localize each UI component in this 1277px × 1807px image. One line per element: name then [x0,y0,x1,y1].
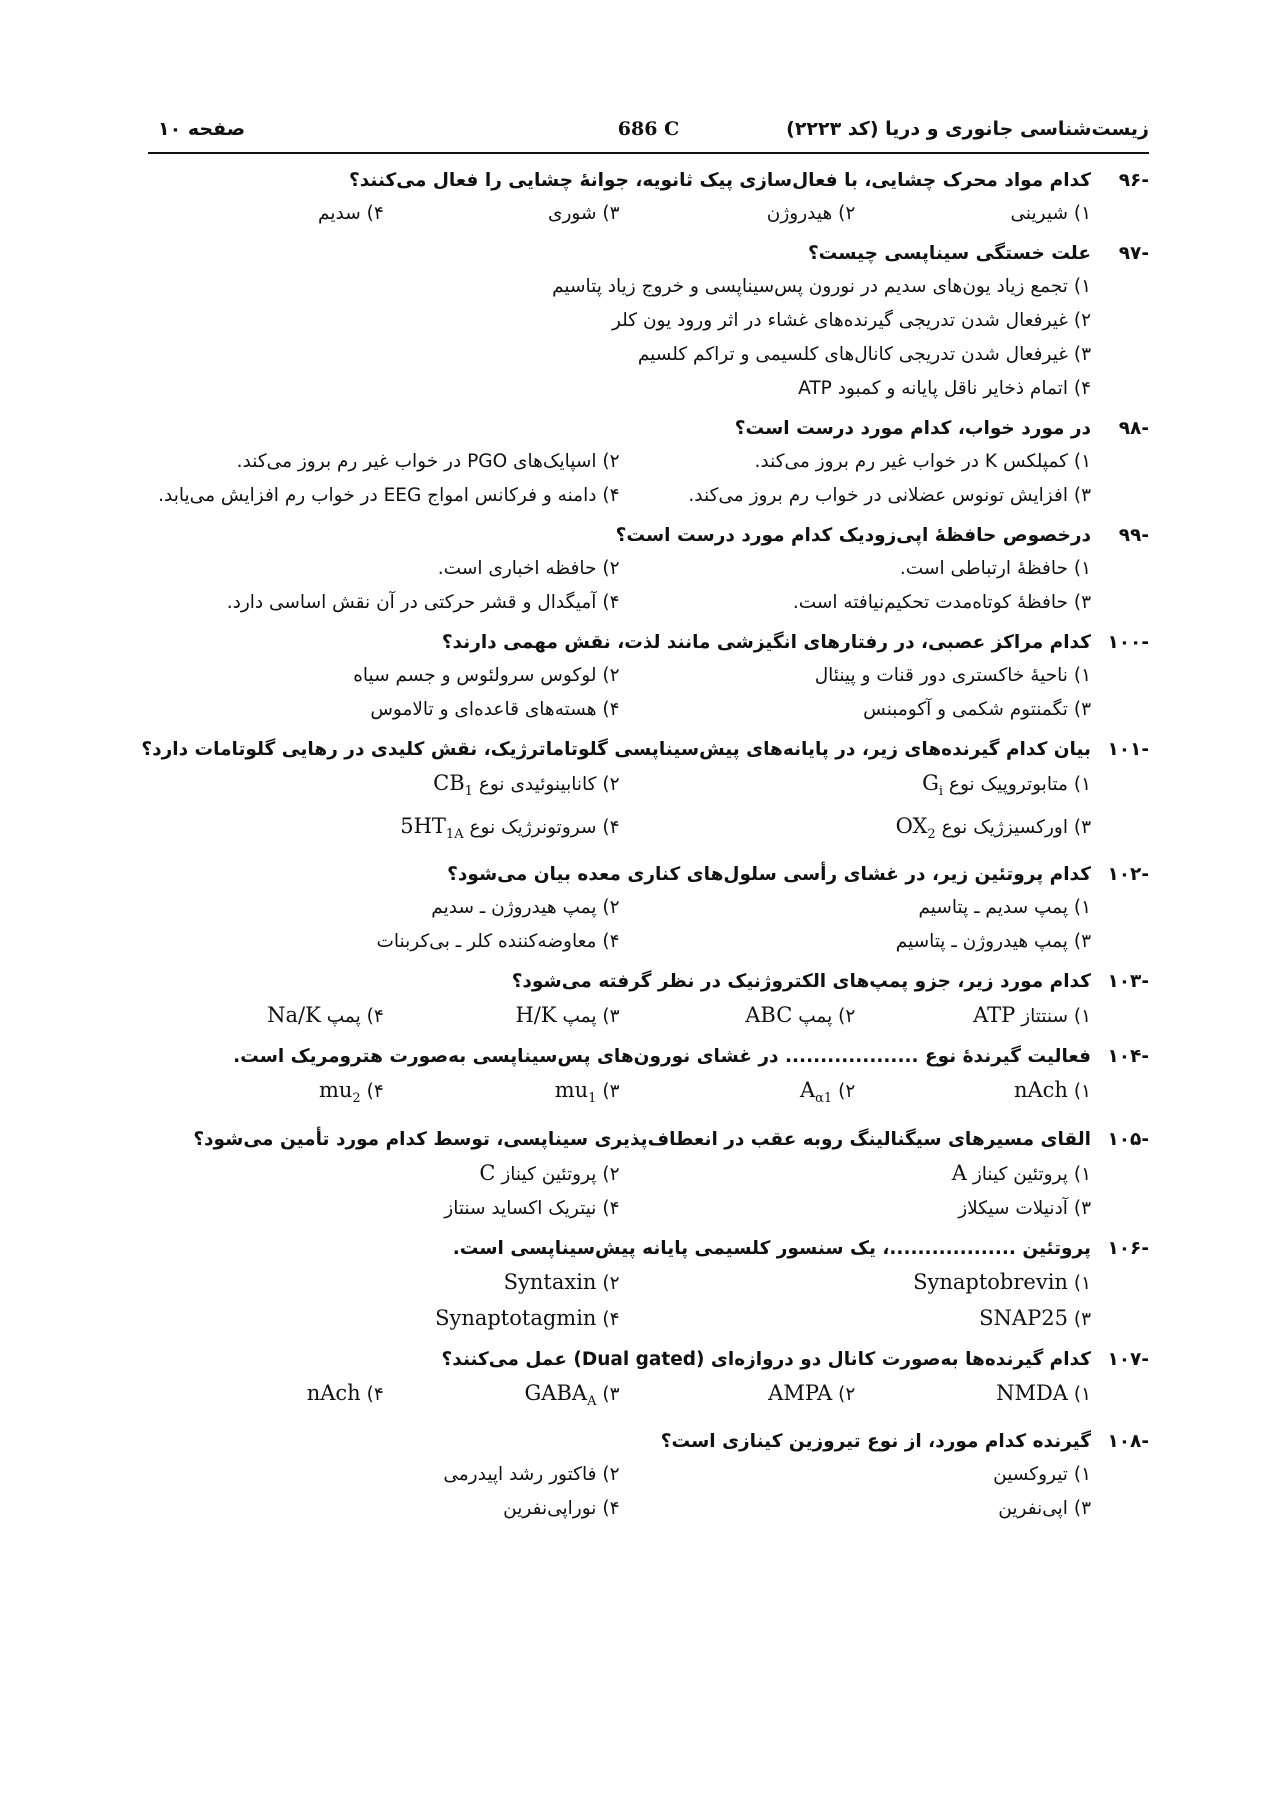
question-number: -۱۰۸ [1107,1430,1149,1452]
question-106 [148,1232,1149,1337]
question-104 [148,1040,1149,1116]
option-2[interactable]: ۲) $A_{\alpha 1}$ [799,1078,856,1107]
question-103 [148,965,1149,1034]
question-98 [148,412,1149,513]
option-4[interactable]: ۴) پمپ Na/K [267,1003,384,1028]
option-2[interactable]: ۲) حافظه اخباری است. [437,558,620,579]
question-number: -۱۰۰ [1107,632,1149,653]
option-4[interactable]: ۴) nAch [306,1380,384,1405]
question-107 [148,1343,1149,1419]
option-2[interactable]: ۲) پمپ هیدروژن ـ سدیم [431,897,620,919]
question-text: کدام گیرنده‌ها به‌صورت کانال دو دروازه‌ای (Dual gated) عمل می‌کنند؟ [441,1348,1091,1370]
question-text: بیان کدام گیرنده‌های زیر، در پایانه‌های پیش‌سیناپسی گلوتاماترژیک، نقش کلیدی در رهایی گلوتامات دارد؟ [141,739,1091,760]
question-105 [148,1123,1149,1226]
option-3[interactable]: ۳) آدنیلات سیکلاز [958,1197,1091,1219]
option-2[interactable]: ۲) Syntaxin [503,1269,620,1294]
question-97 [148,237,1149,406]
option-4[interactable]: ۴) نیتریک اکساید سنتاز [444,1197,620,1219]
question-108 [148,1425,1149,1526]
exam-title: زیست‌شناسی جانوری و دریا (کد ۲۲۲۳) [786,118,1149,140]
option-3[interactable]: ۳) اپی‌نفرین [998,1497,1091,1519]
question-101 [141,733,1149,852]
option-3[interactable]: ۳) غیرفعال شدن تدریجی کانال‌های کلسیمی و تراکم کلسیم [637,344,1091,365]
question-text: کدام پروتئین زیر، در غشای رأسی سلول‌های کناری معده بیان می‌شود؟ [447,864,1091,886]
option-3[interactable]: ۳) SNAP25 [979,1305,1091,1330]
option-4[interactable]: ۴) نوراپی‌نفرین [503,1497,620,1519]
question-text: فعالیت گیرندهٔ نوع ................... در غشای نورون‌های پس‌سیناپسی به‌صورت هترومریک است. [233,1046,1091,1068]
question-99 [148,519,1149,620]
option-4[interactable]: ۴) $mu_2$ [318,1078,384,1107]
question-number: -۱۰۵ [1107,1128,1149,1150]
option-1[interactable]: ۱) nAch [1013,1078,1091,1103]
option-4[interactable]: ۴) آمیگدال و قشر حرکتی در آن نقش اساسی دارد. [226,592,620,613]
option-3[interactable]: ۳) $GABA_A$ [524,1380,620,1409]
option-3[interactable]: ۳) افزایش تونوس عضلانی در خواب رم بروز می‌کند. [688,485,1091,506]
option-2[interactable]: ۲) اسپایک‌های PGO در خواب غیر رم بروز می‌کند. [236,451,620,472]
option-3[interactable]: ۳) اورکسیزژیک نوع $OX_2$ [895,814,1091,843]
question-number: -۱۰۷ [1107,1348,1149,1370]
option-2[interactable]: ۲) کانابینوئیدی نوع $CB_1$ [433,771,620,800]
option-4[interactable]: ۴) Synaptotagmin [435,1305,620,1330]
question-100 [148,626,1149,727]
question-number: -۱۰۳ [1107,971,1149,993]
option-1[interactable]: ۱) سنتتاز ATP [973,1003,1091,1028]
question-text: کدام مواد محرک چشایی، با فعال‌سازی پیک ثانویه، جوانهٔ چشایی را فعال می‌کنند؟ [348,170,1091,191]
question-list [141,164,1149,1532]
option-1[interactable]: ۱) تجمع زیاد یون‌های سدیم در نورون پس‌سیناپسی و خروج زیاد پتاسیم [552,276,1091,297]
option-4[interactable]: ۴) سروتونرژیک نوع $5HT_{1A}$ [400,814,620,843]
option-3[interactable]: ۳) $mu_1$ [554,1078,620,1107]
option-1[interactable]: ۱) تیروکسین [993,1463,1091,1485]
booklet-code: 686 C [617,118,680,140]
question-number: -۹۹ [1118,525,1149,546]
question-number: -۹۷ [1118,243,1149,264]
question-number: -۱۰۱ [1107,739,1149,760]
question-text: در مورد خواب، کدام مورد درست است؟ [734,418,1091,439]
question-number: -۱۰۲ [1107,864,1149,886]
question-number: -۹۸ [1118,418,1149,439]
option-4[interactable]: ۴) هسته‌های قاعده‌ای و تالاموس [370,699,620,720]
option-2[interactable]: ۲) لوکوس سرولئوس و جسم سیاه [353,665,620,686]
question-text: گیرنده کدام مورد، از نوع تیروزین کینازی است؟ [660,1430,1091,1452]
option-2[interactable]: ۲) AMPA [768,1380,856,1405]
option-1[interactable]: ۱) NMDA [996,1380,1091,1405]
question-96 [148,164,1149,231]
question-text: کدام مراکز عصبی، در رفتارهای انگیزشی مانند لذت، نقش مهمی دارند؟ [441,632,1091,653]
option-4[interactable]: ۴) اتمام ذخایر ناقل پایانه و کمبود ATP [798,378,1091,399]
question-number: -۱۰۶ [1107,1237,1149,1259]
option-4[interactable]: ۴) سدیم [318,203,384,224]
question-text: القای مسیرهای سیگنالینگ روبه عقب در انعطاف‌پذیری سیناپسی، توسط کدام مورد تأمین می‌شود؟ [193,1128,1091,1150]
option-2[interactable]: ۲) پمپ ABC [745,1003,856,1028]
option-1[interactable]: ۱) پمپ سدیم ـ پتاسیم [918,897,1091,919]
option-2[interactable]: ۲) فاکتور رشد اپیدرمی [443,1463,620,1485]
option-2[interactable]: ۲) پروتئین کیناز C [479,1160,620,1185]
option-1[interactable]: ۱) ناحیهٔ خاکستری دور قنات و پینئال [814,665,1091,686]
option-4[interactable]: ۴) دامنه و فرکانس امواج EEG در خواب رم افزایش می‌یابد. [158,485,620,506]
question-text: درخصوص حافظهٔ اپی‌زودیک کدام مورد درست است؟ [615,525,1091,546]
option-3[interactable]: ۳) پمپ هیدروژن ـ پتاسیم [895,931,1091,953]
question-number: -۹۶ [1118,170,1149,191]
page-header [148,114,1149,154]
question-text: کدام مورد زیر، جزو پمپ‌های الکتروژنیک در نظر گرفته می‌شود؟ [511,971,1091,993]
question-number: -۱۰۴ [1107,1046,1149,1068]
option-3[interactable]: ۳) حافظهٔ کوتاه‌مدت تحکیم‌نیافته است. [792,592,1091,613]
option-3[interactable]: ۳) تگمنتوم شکمی و آکومبنس [863,699,1091,720]
option-2[interactable]: ۲) غیرفعال شدن تدریجی گیرنده‌های غشاء در اثر ورود یون کلر [611,310,1091,331]
option-1[interactable]: ۱) پروتئین کیناز A [951,1160,1091,1185]
option-1[interactable]: ۱) کمپلکس K در خواب غیر رم بروز می‌کند. [754,451,1091,472]
option-2[interactable]: ۲) هیدروژن [766,203,856,224]
option-3[interactable]: ۳) پمپ H/K [515,1003,620,1028]
option-1[interactable]: ۱) Synaptobrevin [913,1269,1091,1294]
option-1[interactable]: ۱) حافظهٔ ارتباطی است. [899,558,1091,579]
option-1[interactable]: ۱) متابوتروپیک نوع $G_i$ [922,771,1091,800]
page-number: صفحه ۱۰ [158,118,246,140]
option-3[interactable]: ۳) شوری [547,203,620,224]
question-102 [148,858,1149,959]
option-4[interactable]: ۴) معاوضه‌کننده کلر ـ بی‌کربنات [376,931,620,953]
question-text: پروتئین ..................، یک سنسور کلسیمی پایانه پیش‌سیناپسی است. [452,1237,1091,1259]
question-text: علت خستگی سیناپسی چیست؟ [807,243,1091,264]
option-1[interactable]: ۱) شیرینی [1010,203,1091,224]
